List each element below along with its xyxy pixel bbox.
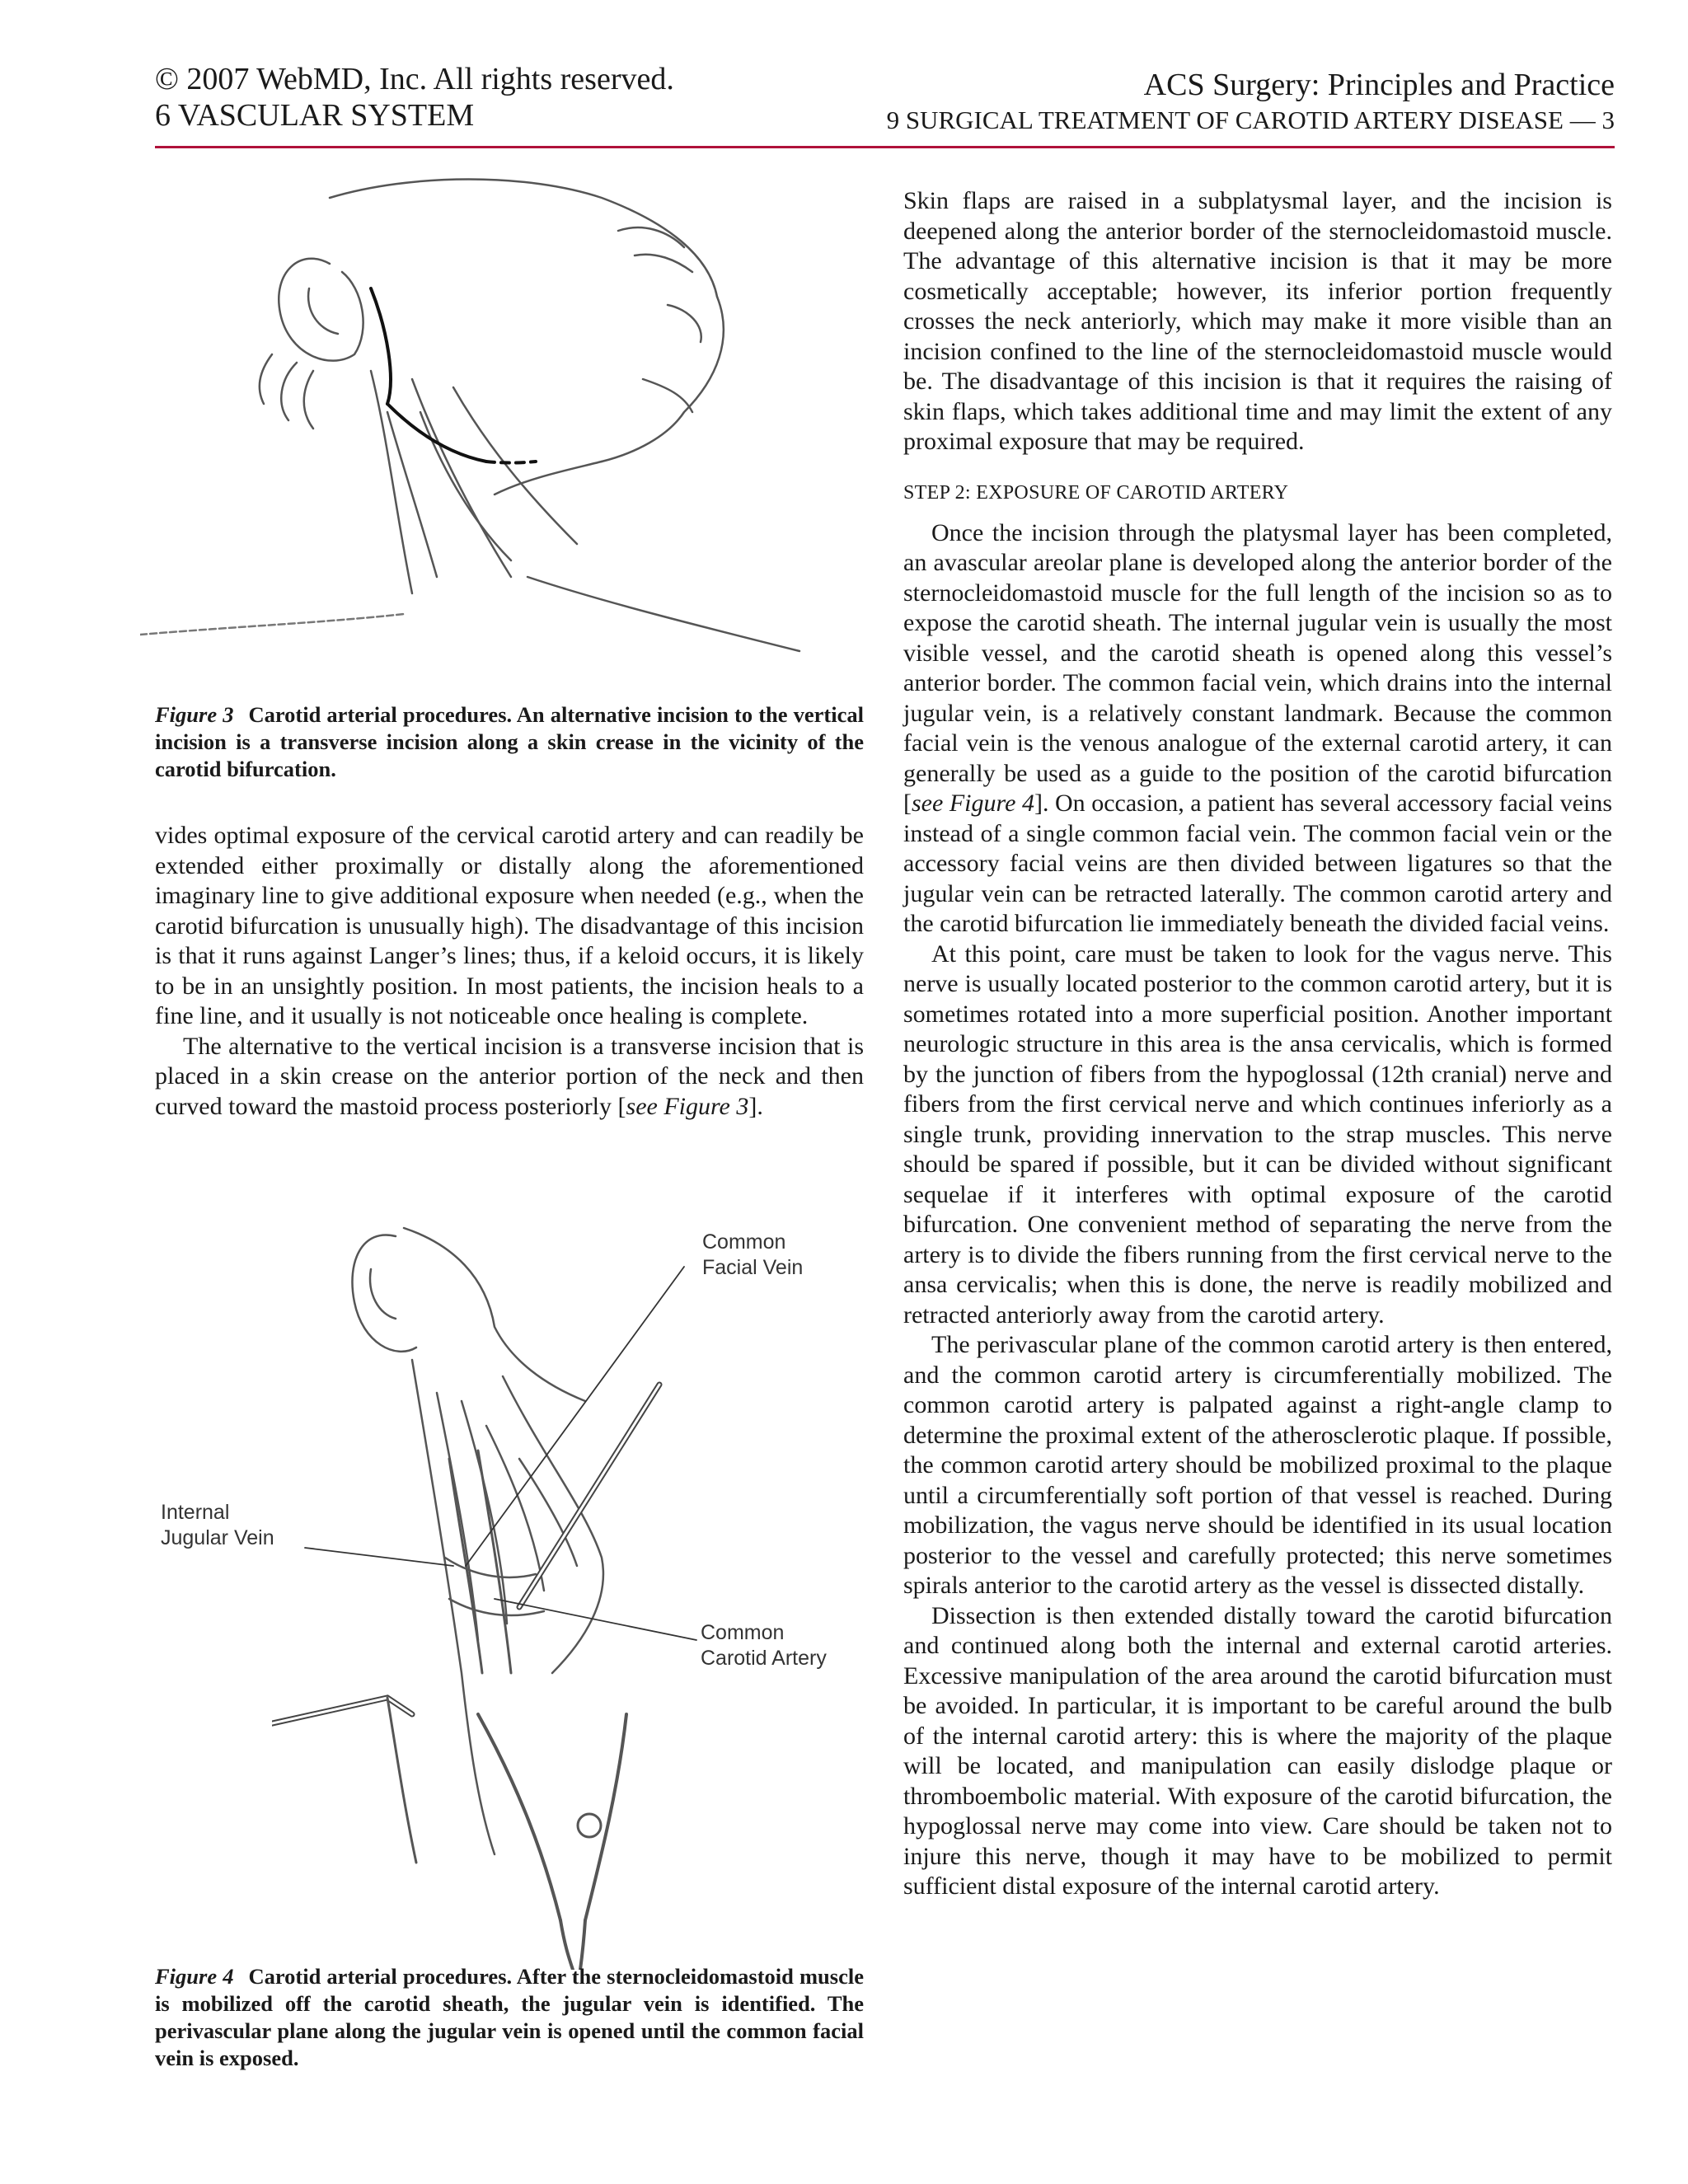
label-common-carotid-artery [701,1620,827,1671]
figure-3-illustration [140,165,865,659]
figure-3-caption [155,701,864,783]
running-header-right [887,66,1615,137]
left-paragraph-1: vides optimal exposure of the cervical carotid artery and can readily be extended either proximally or distally along the aforementioned imaginary line to give additional exposure when needed (e.g., when the carotid bifurcation is unusually high). The disadvantage of this incision is that it runs against Langer’s lines; thus, if a keloid occurs, it is likely to be in an unsightly position. In most patients, the incision heals to a fine line, and it usually is not noticeable once healing is complete. [155,822,864,1029]
right-paragraph-1 [903,518,1612,940]
right-paragraph-0: Skin flaps are raised in a subplatysmal layer, and the incision is deepened along the anterior border of the sternocleidomastoid muscle. The advantage of this alternative incision is that it may be more cosmetically acceptable; however, its inferior portion frequently crosses the neck anteriorly, which may make it more visible than an incision confined to the line of the sternocleidomastoid muscle would be. The disadvantage of this incision is that it requires the raising of skin flaps, which takes additional time and may limit the extent of any proximal exposure that may be required. [903,187,1612,455]
figure-3-number: Figure 3 [155,702,234,727]
figure-4-illustration [272,1212,734,1970]
label-internal-jugular-vein-line1: Internal [161,1501,230,1524]
left-paragraph-2-end: ]. [748,1092,763,1120]
label-common-facial-vein-line2: Facial Vein [702,1256,804,1279]
chapter-title: 9 SURGICAL TREATMENT OF CAROTID ARTERY DISEASE — 3 [886,105,1615,134]
book-title: ACS Surgery: Principles and Practice [1143,68,1615,102]
right-paragraph-3: The perivascular plane of the common carotid artery is then entered, and the common carotid artery is circumferentially mobilized. The common carotid artery is palpated against a right-angle clamp to determine the proximal extent of the atherosclerotic plaque. If possible, the common carotid artery should be mobilized proximal to the plaque until a circumferentially soft portion of that vessel is reached. During mobilization, the vagus nerve should be identified in its usual location posterior to the vessel and carefully protected; this nerve sometimes spirals anterior to the carotid artery as the vessel is dissected distally. [903,1331,1612,1599]
copyright-line: © 2007 WebMD, Inc. All rights reserved. [155,62,674,96]
right-paragraph-1-text: Once the incision through the platysmal layer has been completed, an avascular areolar plane is developed along the anterior border of the sternocleidomastoid muscle for the full length of the incision so as to expose the carotid sheath. The internal jugular vein is usually the most visible vessel, and the carotid sheath is opened along this vessel’s anterior border. The common facial vein, which drains into the internal jugular vein, is a relatively constant landmark. Because the common facial vein is the venous analogue of the external carotid artery, it can generally be used as a guide to the position of the carotid bifurcation [ [903,518,1612,817]
label-internal-jugular-vein-line2: Jugular Vein [161,1526,274,1549]
left-column [155,821,864,1122]
section-title: 6 VASCULAR SYSTEM [155,98,475,133]
figure-3-caption-text: Carotid arterial procedures. An alternative incision to the vertical incision is a transverse incision along a skin crease in the vicinity of the carotid bifurcation. [155,702,864,781]
left-paragraph-2-text: The alternative to the vertical incision is a transverse incision that is placed in a skin crease on the anterior portion of the neck and then curved toward the mastoid process posteriorly [ [155,1032,864,1120]
figure-4-caption-text: Carotid arterial procedures. After the sternocleidomastoid muscle is mobilized off the carotid sheath, the jugular vein is identified. The perivascular plane along the jugular vein is opened until the common facial vein is exposed. [155,1964,864,2070]
running-header-left [155,61,674,134]
label-common-carotid-artery-line1: Common [701,1621,785,1644]
right-paragraph-2: At this point, care must be taken to look for the vagus nerve. This nerve is usually located posterior to the common carotid artery, but it is sometimes rotated into a more superficial position. Another important neurologic structure in this area is the ansa cervicalis, which is formed by the junction of fibers from the hypoglossal (12th cranial) nerve and fibers from the first cervical nerve and which continues inferiorly as a single trunk, providing innervation to the strap muscles. This nerve should be spared if possible, but it can be divided without significant sequelae if it interferes with optimal exposure of the carotid bifurcation. One convenient method of separating the nerve from the artery is to divide the fibers running from the first cervical nerve to the ansa cervicalis; when this is done, the nerve is readily mobilized and retracted anteriorly away from the carotid artery. [903,940,1612,1329]
step-2-heading: STEP 2: EXPOSURE OF CAROTID ARTERY [903,481,1289,504]
right-paragraph-4: Dissection is then extended distally toward the carotid bifurcation and continued along both the internal and external carotid arteries. Excessive manipulation of the area around the carotid bifurcation must be avoided. In particular, it is important to be careful around the bulb of the internal carotid artery: this is where the majority of the plaque will be located, and manipulation can easily dislodge plaque or thromboembolic material. With exposure of the carotid bifurcation, the hypoglossal nerve may come into view. Care should be taken not to injure this nerve, though it may have to be mobilized to permit sufficient distal exposure of the internal carotid artery. [903,1601,1612,1900]
right-paragraph-1-end: ]. On occasion, a patient has several accessory facial veins instead of a single common facial vein. The common facial vein or the accessory facial veins are then divided between ligatures so that the jugular vein can be retracted laterally. The common carotid artery and the carotid bifurcation lie immediately beneath the divided facial veins. [903,790,1612,937]
left-paragraph-2 [155,1032,864,1122]
label-internal-jugular-vein [161,1500,274,1551]
label-common-facial-vein [702,1230,803,1281]
figure-3-reference: see Figure 3 [626,1092,749,1120]
figure-4-reference: see Figure 4 [912,790,1034,817]
right-column [903,186,1612,1902]
label-common-facial-vein-line1: Common [702,1230,786,1254]
label-common-carotid-artery-line2: Carotid Artery [701,1647,827,1670]
figure-4-caption [155,1963,864,2072]
figure-4-number: Figure 4 [155,1964,234,1989]
header-rule [155,146,1615,148]
